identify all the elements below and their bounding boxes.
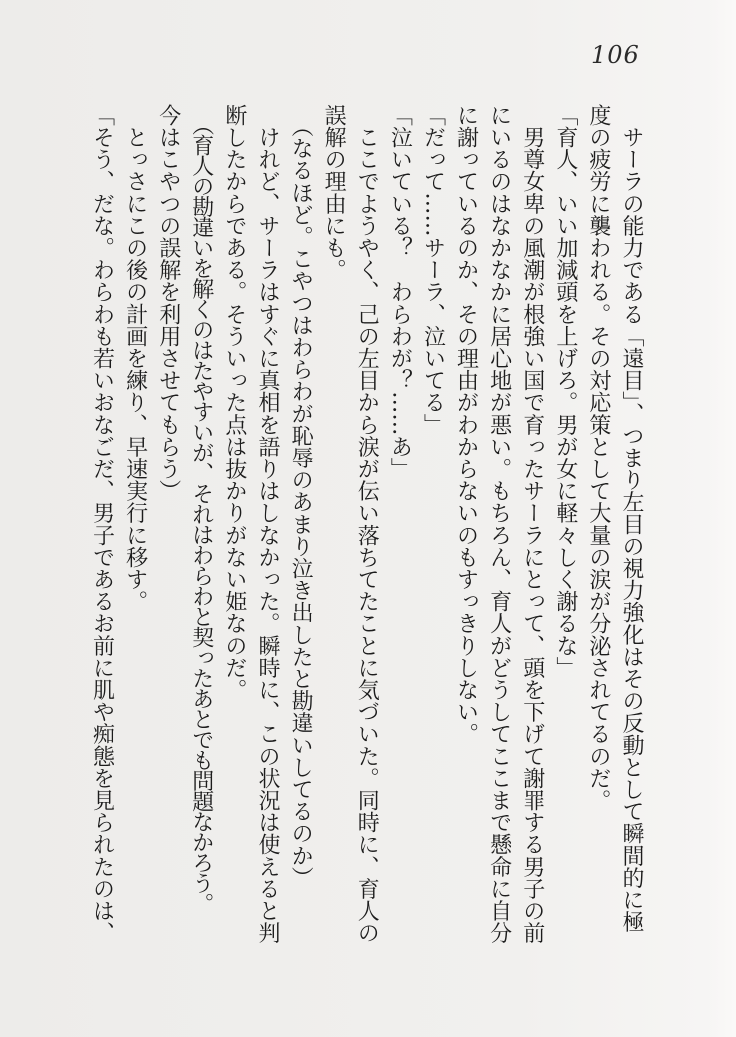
text-line: とっさにこの後の計画を練り、早速実行に移す。 [122,104,148,613]
text-line: 誤解の理由にも。 [321,104,347,281]
text-line: 断したからである。そういった点は抜かりがない姫なのだ。 [221,104,247,701]
text-block [85,104,648,950]
text-line: 「泣いている？ わらわが？……あ」 [387,104,413,480]
text-line: 男尊女卑の風潮が根強い国で育ったサーラにとって、頭を下げて謝罪する男子の前 [519,104,545,944]
text-line: （育人の勘違いを解くのはたやすいが、それはわらわと契ったあとでも問題なかろう。 [188,104,214,913]
text-line: サーラの能力である「遠目」、つまり左目の視力強化はその反動として瞬間的に極 [619,104,644,933]
text-line: 「だって……サーラ、泣いてる」 [420,104,446,436]
text-line: 「そう、だな。わらわも若いおなごだ、男子であるお前に肌や痴態を見られたのは、 [89,104,115,944]
page-number: 106 [591,41,640,69]
text-line: 度の疲労に襲われる。その対応策として大量の涙が分泌されてるのだ。 [585,104,611,812]
text-line: 「育人、いい加減頭を上げろ。男が女に軽々しく謝るな」 [552,104,578,679]
text-line: にいるのはなかなかに居心地が悪い。もちろん、育人がどうしてここまで懸命に自分 [486,104,512,944]
text-line: （なるほど。こやつはわらわが恥辱のあまり泣き出したと勘違いしてるのか） [288,104,314,889]
text-line: に謝っているのか、その理由がわからないのもすっきりしない。 [453,104,479,745]
text-line: 今はこやつの誤解を利用させてもらう） [155,104,181,502]
text-line: けれど、サーラはすぐに真相を語りはしなかった。瞬時に、この状況は使えると判 [254,104,280,944]
text-line: ここでようやく、己の左目から涙が伝い落ちてたことに気づいた。同時に、育人の [354,104,380,944]
